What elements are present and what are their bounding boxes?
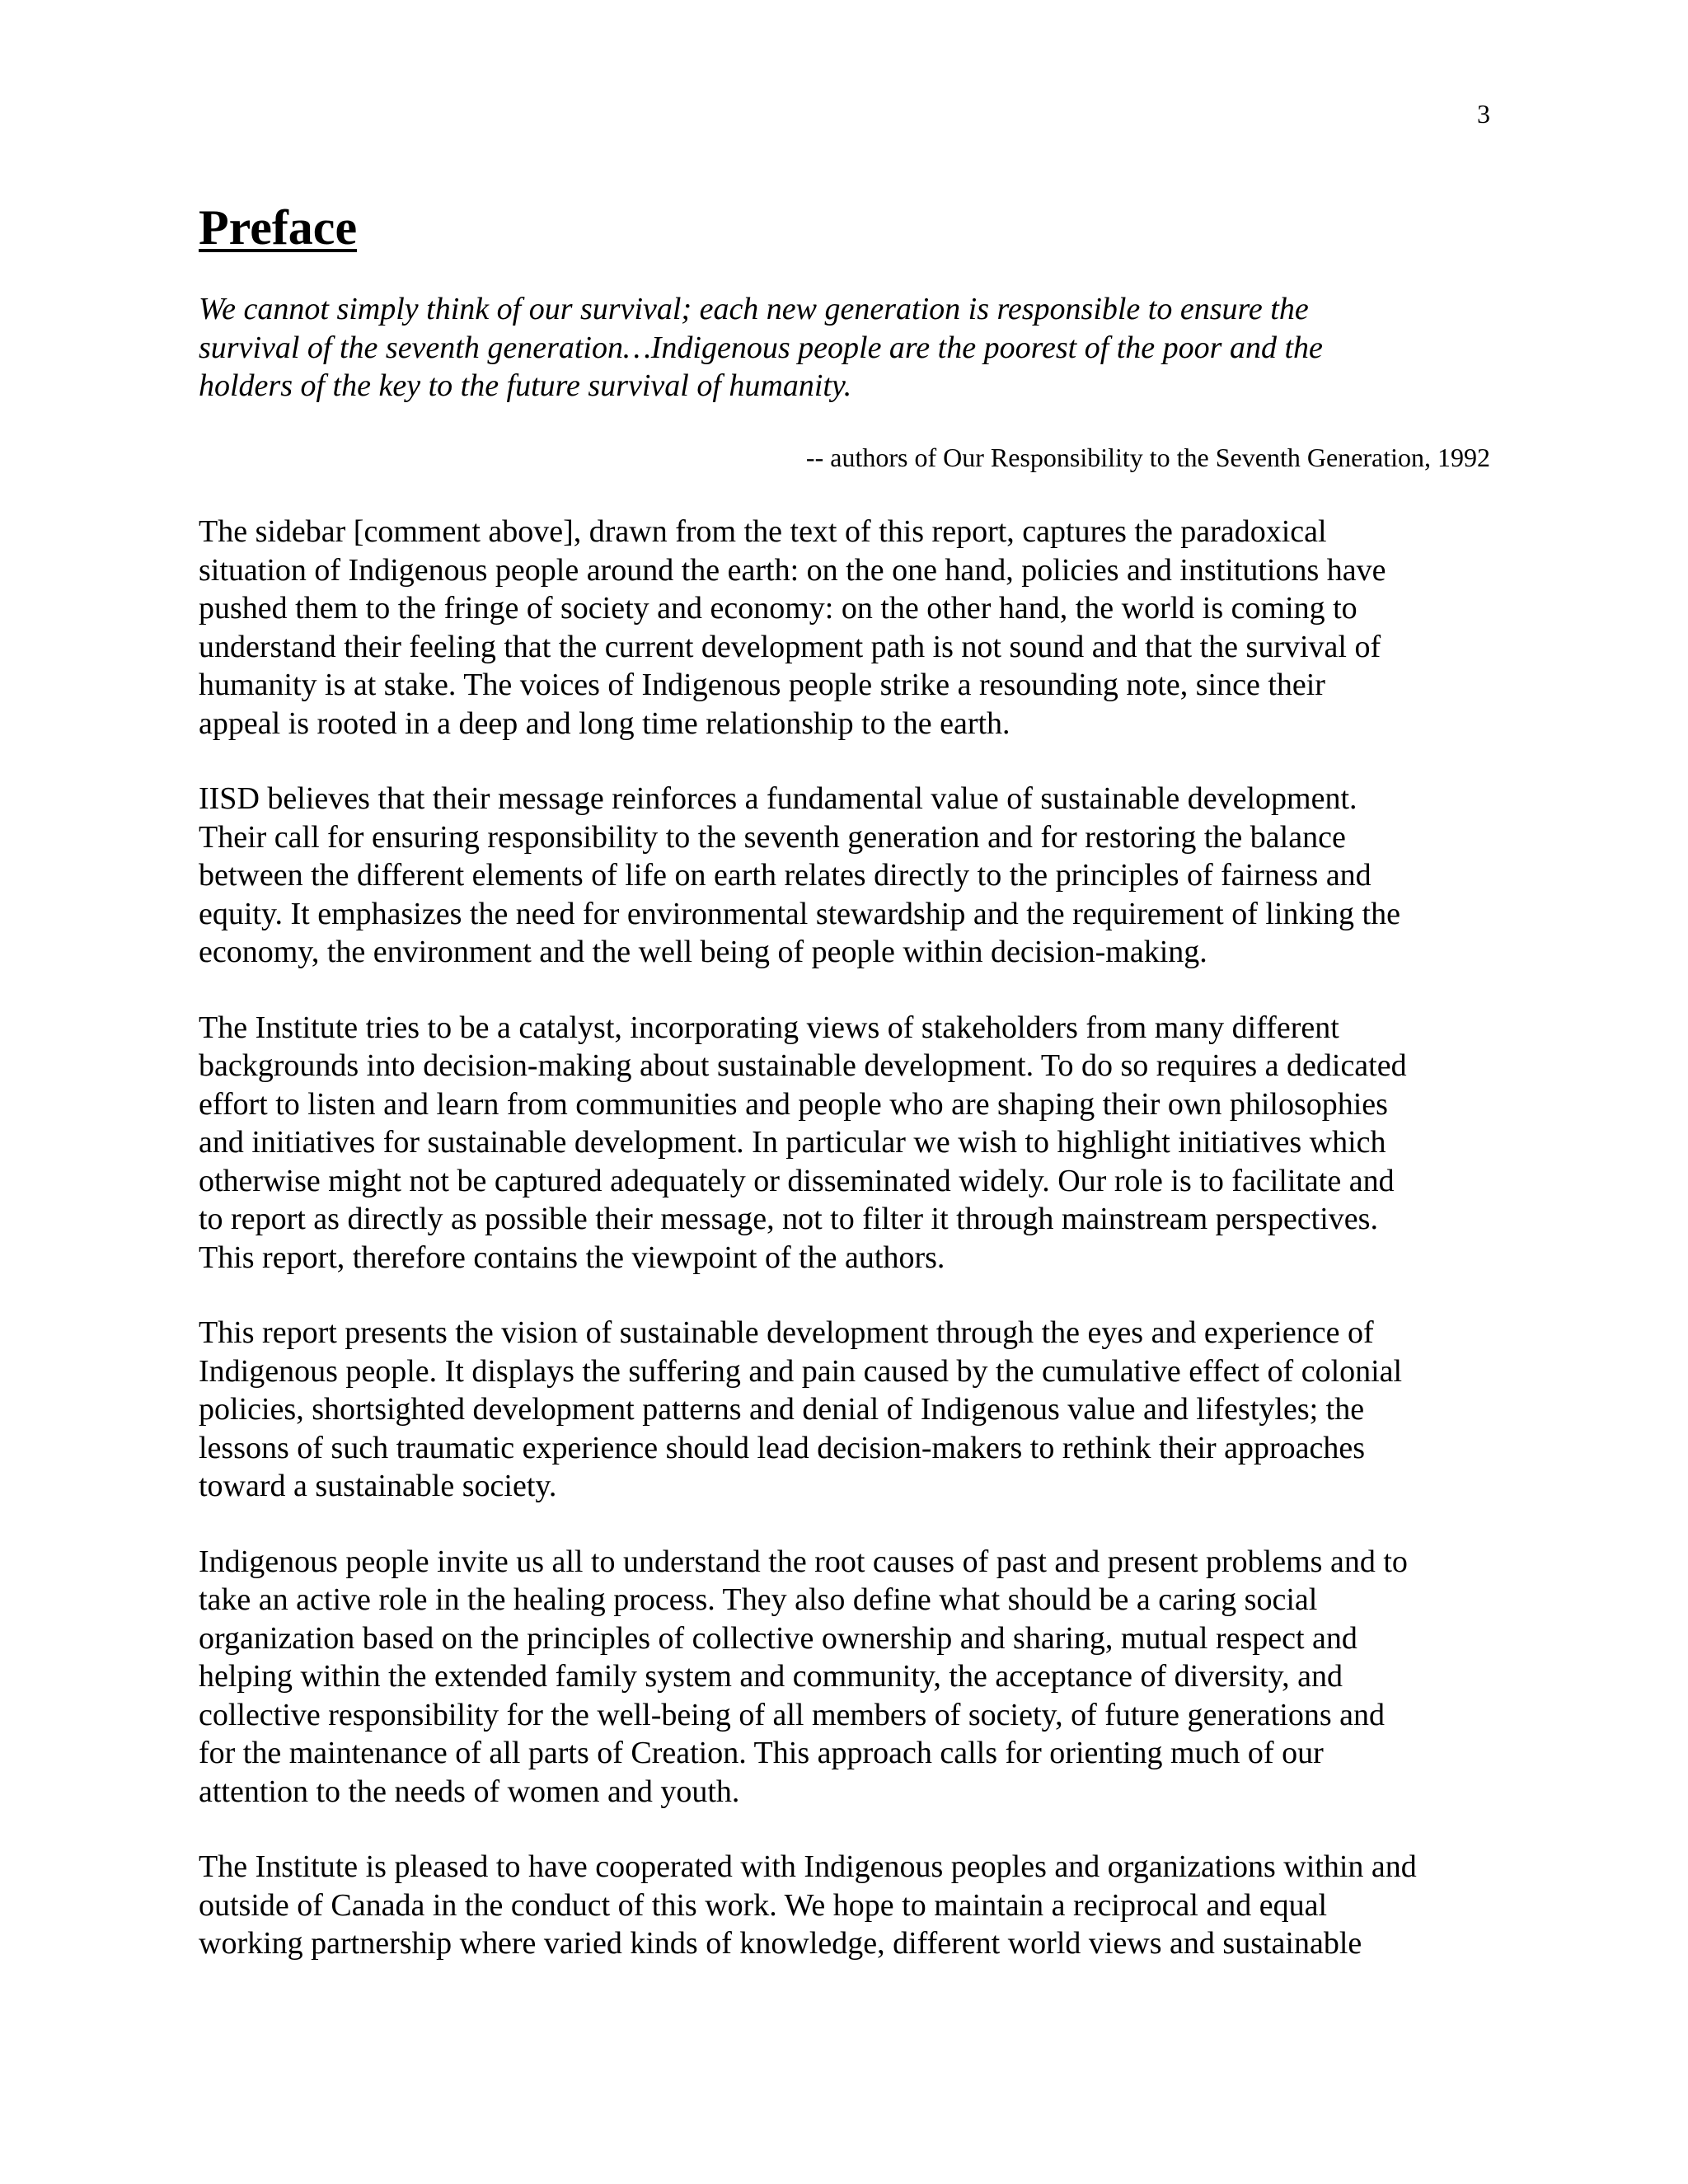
body-text (199, 513, 1501, 2000)
text-line: policies, shortsighted development patterns and denial of Indigenous value and lifestyles; the (199, 1392, 1365, 1427)
text-line: collective responsibility for the well-being of all members of society, of future generations and (199, 1697, 1385, 1732)
text-line: and initiatives for sustainable development. In particular we wish to highlight initiatives which (199, 1125, 1386, 1160)
text-line: for the maintenance of all parts of Creation. This approach calls for orienting much of our (199, 1736, 1324, 1770)
paragraph (199, 1314, 1501, 1506)
epigraph-attribution: -- authors of Our Responsibility to the Seventh Generation, 1992 (805, 443, 1490, 472)
text-line: The Institute tries to be a catalyst, incorporating views of stakeholders from many different (199, 1010, 1339, 1045)
text-line: appeal is rooted in a deep and long time relationship to the earth. (199, 705, 1010, 741)
text-line: helping within the extended family system and community, the acceptance of diversity, and (199, 1659, 1343, 1694)
text-line: The Institute is pleased to have cooperated with Indigenous peoples and organizations within and (199, 1849, 1417, 1884)
text-line: This report presents the vision of sustainable development through the eyes and experience of (199, 1315, 1374, 1350)
text-line: outside of Canada in the conduct of this work. We hope to maintain a reciprocal and equal (199, 1887, 1328, 1923)
text-line: working partnership where varied kinds of knowledge, different world views and sustainable (199, 1926, 1362, 1961)
text-line: take an active role in the healing process. They also define what should be a caring social (199, 1582, 1318, 1617)
text-line: economy, the environment and the well being of people within decision-making. (199, 935, 1207, 969)
text-line: IISD believes that their message reinforces a fundamental value of sustainable development. (199, 781, 1357, 816)
text-line: otherwise might not be captured adequately or disseminated widely. Our role is to facilitate and (199, 1163, 1395, 1198)
text-line: to report as directly as possible their message, not to filter it through mainstream perspectives. (199, 1202, 1378, 1236)
text-line: between the different elements of life on earth relates directly to the principles of fairness and (199, 858, 1372, 893)
text-line: This report, therefore contains the viewpoint of the authors. (199, 1240, 945, 1275)
page-number: 3 (1477, 99, 1490, 129)
text-line: pushed them to the fringe of society and economy: on the other hand, the world is coming to (199, 591, 1357, 626)
text-line: situation of Indigenous people around the earth: on the one hand, policies and institutions have (199, 552, 1386, 588)
page-title: Preface (199, 200, 358, 255)
epigraph-quote (199, 290, 1484, 405)
epigraph-line: We cannot simply think of our survival; each new generation is responsible to ensure the (199, 292, 1309, 326)
text-line: effort to listen and learn from communities and people who are shaping their own philosophies (199, 1086, 1388, 1122)
text-line: Indigenous people. It displays the suffering and pain caused by the cumulative effect of colonial (199, 1353, 1403, 1389)
text-line: Their call for ensuring responsibility to the seventh generation and for restoring the balance (199, 819, 1346, 855)
epigraph-line: holders of the key to the future survival of humanity. (199, 368, 852, 403)
paragraph (199, 1848, 1501, 1963)
text-line: lessons of such traumatic experience should lead decision-makers to rethink their approaches (199, 1430, 1366, 1465)
epigraph-line: survival of the seventh generation…Indigenous people are the poorest of the poor and the (199, 330, 1323, 365)
paragraph (199, 1543, 1501, 1811)
paragraph (199, 780, 1501, 972)
text-line: understand their feeling that the current development path is not sound and that the survival of (199, 629, 1381, 664)
paragraph (199, 1009, 1501, 1277)
text-line: organization based on the principles of collective ownership and sharing, mutual respect and (199, 1620, 1357, 1656)
text-line: The sidebar [comment above], drawn from the text of this report, captures the paradoxical (199, 514, 1327, 549)
paragraph (199, 513, 1501, 743)
text-line: humanity is at stake. The voices of Indigenous people strike a resounding note, since their (199, 668, 1325, 702)
text-line: toward a sustainable society. (199, 1469, 557, 1503)
text-line: backgrounds into decision-making about sustainable development. To do so requires a dedicated (199, 1048, 1407, 1083)
text-line: attention to the needs of women and youth. (199, 1774, 740, 1809)
text-line: equity. It emphasizes the need for environmental stewardship and the requirement of linking the (199, 896, 1400, 931)
text-line: Indigenous people invite us all to understand the root causes of past and present problems and to (199, 1544, 1408, 1579)
